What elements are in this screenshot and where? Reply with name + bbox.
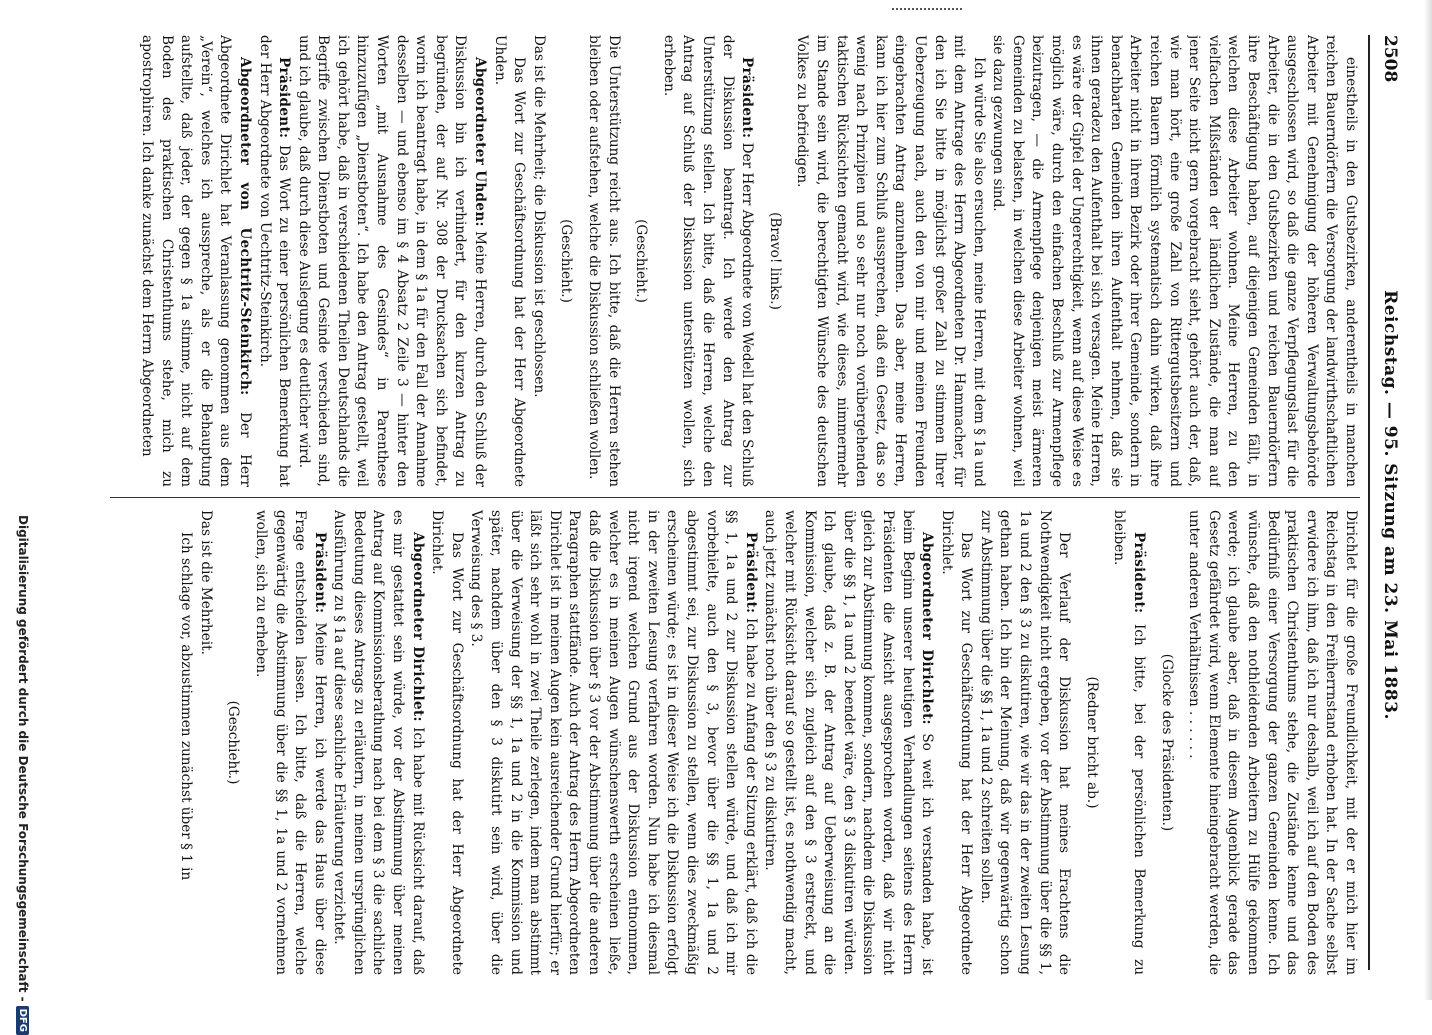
- speaker-name: Präsident:: [742, 532, 759, 614]
- page-number: 2508: [1380, 35, 1400, 83]
- speech-text: So weit ich verstanden habe, ist beim Beginn unserer heutigen Verhandlungen seitens des Herrn Präsidenten die Ansicht ausgesprochen worden, daß wir nicht gleich zur Abstimmung kommen, sondern, nachdem die Diskussion über die §§ 1, 1a und 2 beendet wäre, den § 3 diskutiren würden. Ich glaube, daß z. B. der Antrag auf Ueberweisung an die Kommission, welcher sich zugleich auf den § 3 erstreckt, und welcher mit Rücksicht darauf so gestellt ist, es nothwendig macht, auch jetzt zunächst noch über den § 3 zu diskutiren.: [762, 510, 936, 975]
- paragraph: Das Wort zur Geschäftsordnung hat der Herr Abgeordnete Uhden.: [491, 35, 528, 487]
- speech-text: Der Herr Abgeordnete Dirichlet hat Veranlassung genommen aus dem „Verein“, welches ich ausspreche, als er die Behauptung aufstellte, daß jeder, der gegen § 1a stimme, nicht auf dem Boden des praktischen Christenthums stehe, mich zu apostrophiren. Ich danke zunächst dem Herrn Abgeordneten: [138, 35, 253, 487]
- column-divider: [110, 497, 1360, 498]
- speech-paragraph: [293, 35, 489, 487]
- speech-text: Ich habe zu Anfang der Sitzung erklärt, daß ich die §§ 1, 1a und 2 zur Diskussion stellen würde, und daß ich mir vorbehielte, auch den § 3, bevor über die §§ 1, 1a und 2 abgestimmt sei, zur Diskussion zu stellen, wenn dies zweckmäßig erscheinen würde; es ist in dieser Weise ich die Diskussion erfolgt in der zweiten Lesung verfahren worden. Nun habe ich diesmal nicht irgend welchen Grund aus der Diskussion entnommen, welcher es in meinen Augen wünschenswerth erscheinen ließe, daß die Diskussion über § 3 vor der Abstimmung über die anderen Paragraphen stattfände. Auch der Antrag des Herrn Abgeordneten Dirichlet ist in meinen Augen kein ausreichender Grund hierfür; er läßt sich sehr wohl in zwei Theile zerlegen, indem man abstimmt über die Verweisung der §§ 1, 1a und 2 in die Kommission und später, nachdem über den § 3 diskutirt sein wird, über die Verweisung des § 3.: [468, 510, 759, 975]
- speech-text: Meine Herren, durch den Schluß der Diskussion bin ich verhindert, für den kurzen Antrag zu begründen, der auf Nr. 308 der Drucksachen sich befindet, worin ich beantragt habe, in dem § 1a für den Fall der Annahme desselben — und ebenso im § 4 Absatz 2 Zeile 3 — hinter den Worten „mit Ausnahme des Gesindes“ in Parenthese hinzuzufügen „Dienstboten“. Ich habe den Antrag gestellt, weil ich gehört habe, daß in verschiedenen Theilen Deutschlands die Begriffe zwischen Dienstboten und Gesinde verschieden sind, und ich glaube, daß durch diese Auslegung es deutlicher wird.: [295, 35, 489, 487]
- stage-direction: (Geschieht.): [225, 700, 242, 785]
- stage-direction: (Glocke des Präsidenten.): [1158, 653, 1175, 832]
- speech-paragraph: [466, 510, 760, 975]
- speaker-name: Präsident:: [739, 57, 756, 139]
- speech-paragraph: [658, 35, 756, 487]
- speaker-name: Abgeordneter Uhden:: [472, 57, 489, 227]
- speaker-name: Abgeordneter Dirichlet:: [409, 532, 426, 722]
- speech-paragraph: [254, 35, 293, 487]
- paragraph: Ich würde Sie also ersuchen, meine Herren, mit dem § 1a und mit dem Antrage des Herrn Abgeordneten Dr. Hammacher, für den ich Sie bitte in möglichst großer Zahl zu stimmen Ihrer Ueberzeugung nach, auch den von mir und meinen Freunden eingebrachten Antrag anzunehmen. Das aber, meine Herren, kann ich hier zum Schluß aussprechen, daß ein Gesetz, das so wenig nach Prinzipien und so sehr nur noch vorübergehenden taktischen Rücksichten gemacht wird, wie dieses, nimmermehr im Stande sein wird, die berechtigten Wünsche des deutschen Volkes zu befriedigen.: [794, 35, 987, 487]
- speech-paragraph: [329, 510, 427, 975]
- speech-text: Ich habe mit Rücksicht darauf, daß es mir gestattet sein würde, vor der Abstimmung über meinen Antrag auf Kommissionsberathung nach bei dem § 3 die sachliche Bedeutung dieses Antrags zu erläutern, in meinen ursprünglichen Ausführung zu § 1a auf diese sachliche Erläuterung verzichtet.: [331, 510, 426, 975]
- scan-edge: [1424, 0, 1432, 1000]
- left-column: [100, 35, 1360, 487]
- page-title: Reichstag. — 95. Sitzung am 23. Mai 1883.: [1380, 290, 1400, 720]
- paragraph: einestheils in den Gutsbezirken, anderentheils in manchen reichen Bauerndörfern die Versorgung der landwirthschaftlichen Arbeiter mit Genehmigung der höheren Verwaltungsbehörde ausgeschlossen wird, so daß die ganze Verpflegungslast für die Arbeiter, die in den Gutsbezirken und reichen Bauerndörfern ihre Beschäftigung haben, auf diejenigen Gemeinden fällt, in welchen diese Arbeiter wohnen. Meine Herren, zu den vielfachen Mißständen der ländlichen Zustände, die man auf jener Seite nicht gern vorgebracht sieht, gehört auch der, daß, wie man hört, eine große Zahl von Rittergutsbesitzern und reichen Bauern förmlich systematisch dahin wirken, daß ihre Arbeiter nicht in ihrem Bezirk oder ihrer Gemeinde, sondern in benachbarten Gemeinden ihren Aufenthalt nehmen, daß sie ihnen geradezu den Aufenthalt bei sich versagen. Meine Herren, es wäre der Gipfel der Ungerechtigkeit, wenn auf diese Weise es möglich wäre, durch den einfachen Beschluß zur Armenpflege beizutragen, — die Armenpflege denjenigen meist ärmeren Gemeinden zu belasten, in welchen diese Arbeiter wohnen, weil sie dazu gezwungen sind.: [990, 35, 1359, 487]
- speech-text: Das Wort zu einer persönlichen Bemerkung hat der Herr Abgeordnete von Uechtritz-Steinkirch.: [256, 35, 293, 487]
- stage-direction: (Bravo! links.): [766, 212, 783, 310]
- speaker-name: Abgeordneter von Uechtritz-Steinkirch:: [236, 57, 253, 396]
- paragraph: Ich schlage vor, abzustimmen zunächst über § 1 in: [178, 532, 195, 881]
- speech-text: Meine Herren, ich werde das Haus über diese Frage entscheiden lassen. Ich bitte, daß die Herren, welche gegenwärtig die Abstimmung über die §§ 1, 1a und 2 vornehmen wollen, sich zu erheben.: [252, 510, 328, 975]
- speech-paragraph: [1109, 510, 1148, 975]
- speaker-name: Abgeordneter Dirichlet:: [919, 532, 936, 725]
- speech-text: Der Herr Abgeordnete von Wedell hat den Schluß der Diskussion beantragt. Ich werde den Antrag zur Unterstützung stellen. Ich bitte, daß die Herren, welche den Antrag auf Schluß der Diskussion unterstützen wollen, sich erheben.: [660, 35, 756, 487]
- paragraph: Dirichlet für die große Freundlichkeit, mit der er mich hier im Reichstag in den Freiherrnstand erhoben hat. In der Sache selbst erwidere ich ihm, daß ich nur deshalb, weil ich auf den Boden des praktischen Christenthums stehe, die Zustände kenne und das Bedürfniß einer Versorgung der ganzen Gemeinden kenne. Ich wünsche, daß den nothleidenden Arbeitern zu Hülfe gekommen werde; ich glaube aber, daß in diesem Augenblick gerade das Gesetz gefährdet wird, wenn Elemente hineingebracht werden, die unter anderen Verhältnissen . . . . . .: [1186, 510, 1359, 975]
- scan-edge-marks: [892, 8, 962, 14]
- header-rule: [1368, 35, 1370, 970]
- speech-paragraph: [760, 510, 936, 975]
- speaker-name: Präsident:: [276, 57, 293, 139]
- running-head: [1376, 35, 1402, 975]
- paragraph: Das ist die Mehrheit.: [197, 510, 214, 655]
- speaker-name: Präsident:: [1131, 532, 1148, 614]
- stage-direction: (Geschieht.): [558, 219, 575, 303]
- stage-direction: (Redner bricht ab.): [1083, 676, 1100, 809]
- paragraph: Das Wort zur Geschäftsordnung hat der Herr Abgeordnete Dirichlet.: [429, 510, 465, 975]
- dfg-logo: DFG: [17, 1006, 30, 1035]
- stage-direction: (Geschieht.): [633, 219, 650, 303]
- paragraph: Das Wort zur Geschäftsordnung hat der Herr Abgeordnete Dirichlet.: [938, 510, 975, 975]
- paragraph: Die Unterstützung reicht aus. Ich bitte, daß die Herren stehen bleiben oder aufstehen, welche die Diskussion schließen wollen.: [586, 35, 622, 487]
- paragraph: Das ist die Mehrheit; die Diskussion ist geschlossen.: [530, 35, 547, 398]
- speech-paragraph: [136, 35, 254, 487]
- speaker-name: Präsident:: [311, 532, 328, 614]
- paragraph: Der Verlauf der Diskussion hat meines Erachtens die Nothwendigkeit nicht ergeben, vor der Abstimmung über die §§ 1, 1a und 2 den § 3 zu diskutiren, wie wir das in der zweiten Lesung gethan haben. Ich bin der Meinung, daß wir gegenwärtig schon zur Abstimmung über die §§ 1, 1a und 2 schreiten sollen.: [977, 510, 1073, 975]
- credit-text: Digitalisierung gefördert durch die Deutsche Forschungsgemeinschaft -: [16, 515, 30, 1002]
- speech-paragraph: [250, 510, 328, 975]
- speech-text: Ich bitte, bei der persönlichen Bemerkung zu bleiben.: [1111, 510, 1148, 975]
- right-column: [100, 510, 1360, 975]
- digitization-credit: [12, 515, 34, 1032]
